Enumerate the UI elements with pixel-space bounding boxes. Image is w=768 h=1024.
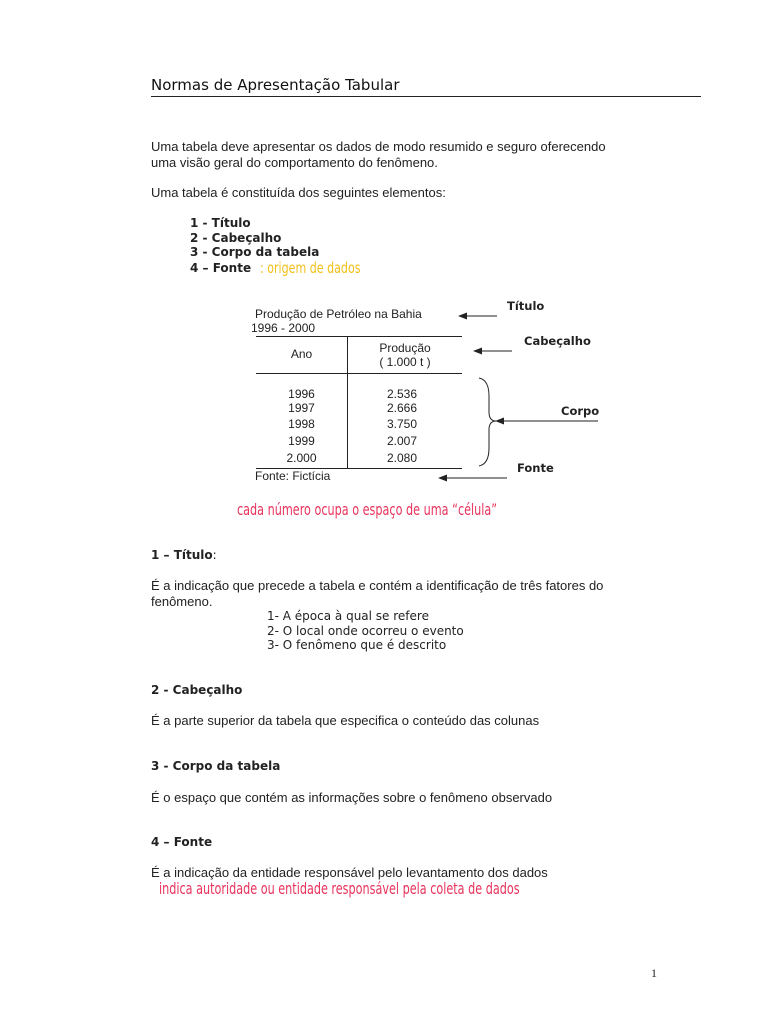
titulo-factor-item: 1- A época à qual se refere xyxy=(267,609,429,623)
table-source: Fonte: Fictícia xyxy=(255,469,331,483)
table-cell-ano: 1998 xyxy=(288,417,315,431)
table-cell-ano: 1996 xyxy=(288,387,315,401)
element-item: 1 - Título xyxy=(190,216,251,230)
section-titulo-heading xyxy=(151,548,217,563)
page-title: Normas de Apresentação Tabular xyxy=(151,76,400,94)
titulo-factor-item: 2- O local onde ocorreu o evento xyxy=(267,624,464,638)
fonte-handwritten-note: : origem de dados xyxy=(260,259,361,277)
corpo-brace xyxy=(479,378,496,466)
header-ano: Ano xyxy=(290,347,313,361)
arrowhead-corpo xyxy=(495,418,504,425)
table-cell-ano: 1997 xyxy=(288,401,315,415)
table-cell-producao: 2.007 xyxy=(387,434,418,448)
titulo-factor-item: 3- O fenômeno que é descrito xyxy=(267,638,447,652)
cell-handwritten-note: cada número ocupa o espaço de uma “célula” xyxy=(237,500,498,519)
header-producao: Produção xyxy=(379,341,431,355)
label-fonte: Fonte xyxy=(517,461,554,475)
section-fonte-heading: 4 – Fonte xyxy=(151,835,213,849)
section-cabecalho-heading: 2 - Cabeçalho xyxy=(151,683,243,697)
table-title: Produção de Petróleo na Bahia xyxy=(255,307,422,321)
table-cell-ano: 1999 xyxy=(288,434,315,448)
section-corpo-text: É o espaço que contém as informações sobre o fenômeno observado xyxy=(151,790,553,805)
intro-line-2: uma visão geral do comportamento do fenômeno. xyxy=(151,155,438,170)
element-item: 2 - Cabeçalho xyxy=(190,231,282,245)
table-cell-producao: 2.536 xyxy=(387,387,418,401)
header-producao-unit: ( 1.000 t ) xyxy=(379,355,431,369)
label-titulo: Título xyxy=(507,299,545,313)
table-cell-ano: 2.000 xyxy=(286,451,317,465)
page-number: 1 xyxy=(651,966,657,980)
label-corpo: Corpo xyxy=(561,404,600,418)
table-cell-producao: 2.666 xyxy=(387,401,418,415)
intro-line-1: Uma tabela deve apresentar os dados de modo resumido e seguro oferecendo xyxy=(151,139,606,154)
table-cell-producao: 2.080 xyxy=(387,451,418,465)
elements-intro: Uma tabela é constituída dos seguintes elementos: xyxy=(151,185,446,200)
section-corpo-heading: 3 - Corpo da tabela xyxy=(151,759,281,773)
section-fonte-text: É a indicação da entidade responsável pelo levantamento dos dados xyxy=(151,865,548,880)
section-titulo-text-2: fenômeno. xyxy=(151,594,213,609)
label-cabecalho: Cabeçalho xyxy=(524,334,591,348)
section-cabecalho-text: É a parte superior da tabela que especifica o conteúdo das colunas xyxy=(151,713,540,728)
arrowhead-cabecalho xyxy=(473,348,482,355)
fonte-red-note: indica autoridade ou entidade responsável pela coleta de dados xyxy=(159,879,520,898)
section-heading-colon: : xyxy=(212,548,217,562)
section-titulo-text-1: É a indicação que precede a tabela e contém a identificação de três fatores do xyxy=(151,578,604,593)
element-item: 4 – Fonte xyxy=(190,261,252,275)
arrowhead-titulo xyxy=(458,313,467,320)
table-period: 1996 - 2000 xyxy=(251,321,316,335)
element-item: 3 - Corpo da tabela xyxy=(190,245,320,259)
table-cell-producao: 3.750 xyxy=(387,417,418,431)
section-heading-text: 1 – Título xyxy=(151,548,213,562)
arrowhead-fonte xyxy=(438,475,447,482)
